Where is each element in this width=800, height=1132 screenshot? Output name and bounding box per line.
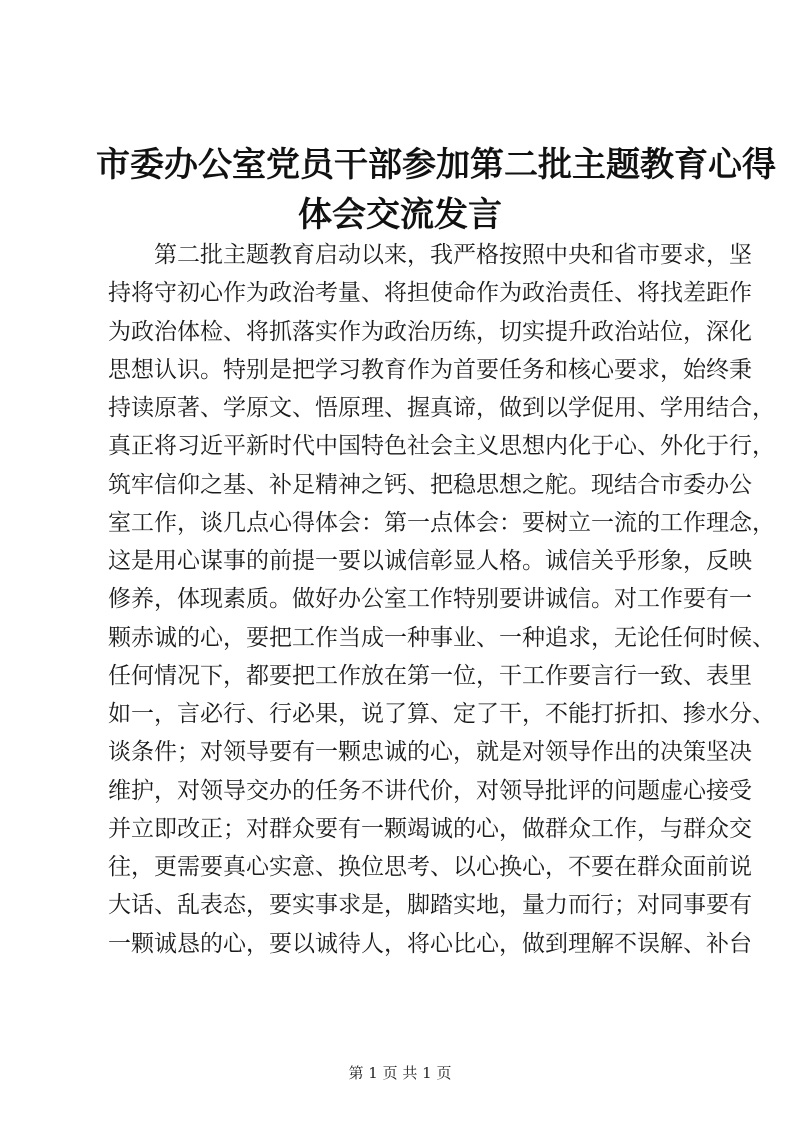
body-line: 颗赤诚的心，要把工作当成一种事业、一种追求，无论任何时候、 bbox=[108, 624, 775, 651]
body-line: 持将守初心作为政治考量、将担使命作为政治责任、将找差距作 bbox=[108, 280, 752, 307]
document-title bbox=[96, 140, 776, 240]
page-number-footer: 第 1 页 共 1 页 bbox=[348, 1064, 452, 1082]
body-line: 修养，体现素质。做好办公室工作特别要讲诚信。对工作要有一 bbox=[108, 586, 752, 613]
body-line: 维护，对领导交办的任务不讲代价，对领导批评的问题虚心接受 bbox=[108, 777, 752, 804]
body-line: 思想认识。特别是把学习教育作为首要任务和核心要求，始终秉 bbox=[108, 356, 752, 383]
body-line: 第二批主题教育启动以来，我严格按照中央和省市要求，坚 bbox=[154, 242, 752, 268]
title-line-2: 体会交流发言 bbox=[298, 195, 502, 235]
document-body bbox=[108, 236, 775, 963]
body-line: 室工作，谈几点心得体会：第一点体会：要树立一流的工作理念， bbox=[108, 509, 775, 536]
body-line: 真正将习近平新时代中国特色社会主义思想内化于心、外化于行， bbox=[108, 433, 775, 460]
body-line: 谈条件；对领导要有一颗忠诚的心，就是对领导作出的决策坚决 bbox=[108, 739, 752, 766]
body-line: 一颗诚恳的心，要以诚待人，将心比心，做到理解不误解、补台 bbox=[108, 930, 752, 957]
body-line: 持读原著、学原文、悟原理、握真谛，做到以学促用、学用结合， bbox=[108, 395, 775, 421]
body-line: 筑牢信仰之基、补足精神之钙、把稳思想之舵。现结合市委办公 bbox=[108, 471, 752, 498]
body-line: 为政治体检、将抓落实作为政治历练，切实提升政治站位，深化 bbox=[108, 318, 752, 345]
body-line: 任何情况下，都要把工作放在第一位，干工作要言行一致、表里 bbox=[108, 662, 752, 689]
body-line: 如一，言必行、行必果，说了算、定了干，不能打折扣、掺水分、 bbox=[108, 701, 775, 727]
body-line: 往，更需要真心实意、换位思考、以心换心，不要在群众面前说 bbox=[108, 854, 752, 880]
title-line-1: 市委办公室党员干部参加第二批主题教育心得 bbox=[96, 145, 776, 185]
body-line: 大话、乱表态，要实事求是，脚踏实地，量力而行；对同事要有 bbox=[108, 892, 752, 919]
body-line: 这是用心谋事的前提一要以诚信彰显人格。诚信关乎形象，反映 bbox=[108, 548, 752, 574]
body-line: 并立即改正；对群众要有一颗竭诚的心，做群众工作，与群众交 bbox=[108, 815, 752, 842]
